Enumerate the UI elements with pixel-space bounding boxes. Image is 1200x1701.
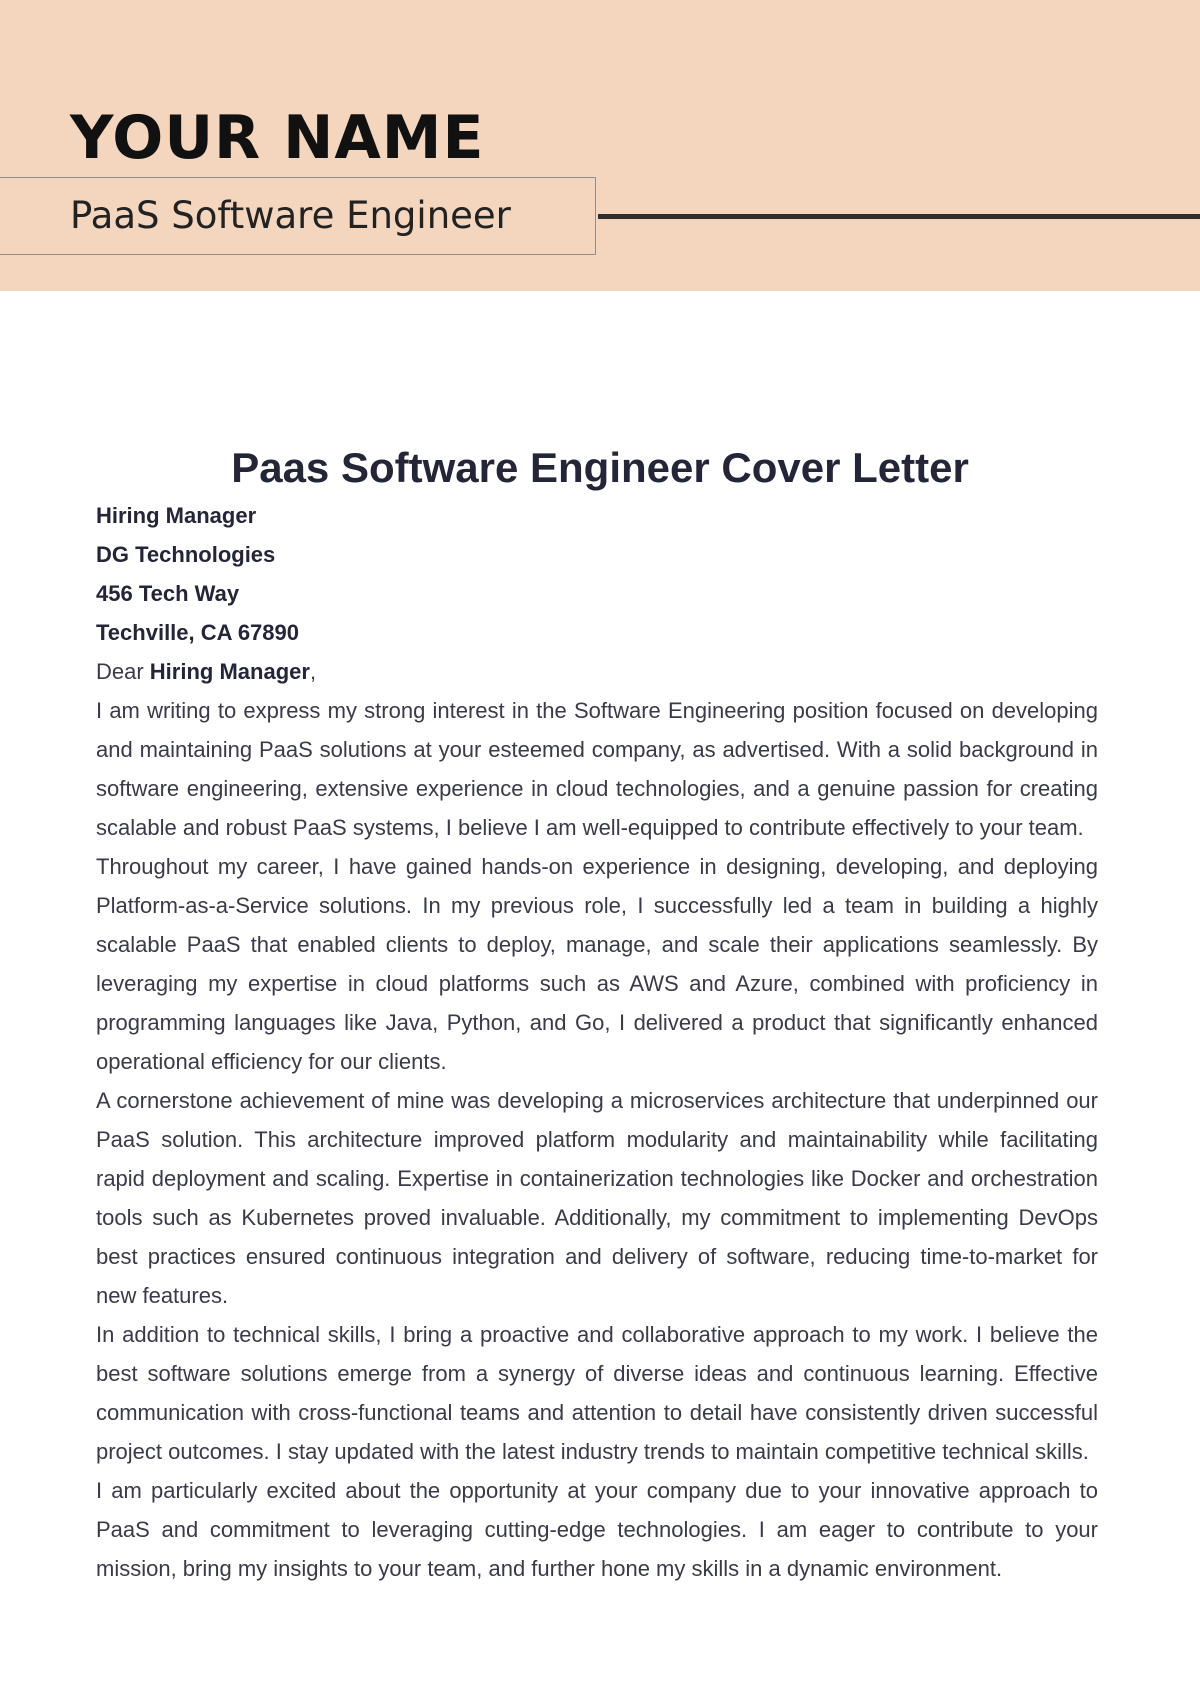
salutation-name: Hiring Manager (149, 659, 310, 684)
body-paragraph: I am writing to express my strong interest in the Software Engineering position focused on developing and maintaining PaaS solutions at your esteemed company, as advertised. With a solid background in software engineering, extensive experience in cloud technologies, and a genuine passion for creating scalable and robust PaaS systems, I believe I am well-equipped to contribute effectively to your team. (96, 698, 1098, 840)
body-paragraph: A cornerstone achievement of mine was developing a microservices architecture that underpinned our PaaS solution. This architecture improved platform modularity and maintainability while facilitating rapid deployment and scaling. Expertise in containerization technologies like Docker and orchestration tools such as Kubernetes proved invaluable. Additionally, my commitment to implementing DevOps best practices ensured continuous integration and delivery of software, reducing time-to-market for new features. (96, 1088, 1098, 1308)
job-title: PaaS Software Engineer (70, 194, 511, 237)
salutation (96, 652, 1098, 691)
salutation-suffix: , (309, 659, 317, 684)
recipient-city: Techville, CA 67890 (96, 620, 299, 645)
body-paragraph: Throughout my career, I have gained hands-on experience in designing, developing, and deploying Platform-as-a-Service solutions. In my previous role, I successfully led a team in building a highly scalable PaaS that enabled clients to deploy, manage, and scale their applications seamlessly. By leveraging my expertise in cloud platforms such as AWS and Azure, combined with proficiency in programming languages like Java, Python, and Go, I delivered a product that significantly enhanced operational efficiency for our clients. (96, 854, 1098, 1074)
applicant-name: YOUR NAME (70, 103, 485, 173)
document-heading: Paas Software Engineer Cover Letter (231, 444, 969, 491)
recipient-street: 456 Tech Way (96, 581, 240, 606)
recipient-line: Hiring Manager (96, 503, 257, 528)
title-divider-line (598, 214, 1200, 219)
letter-body (96, 496, 1098, 1588)
salutation-prefix: Dear (96, 659, 150, 684)
body-paragraph: I am particularly excited about the opportunity at your company due to your innovative approach to PaaS and commitment to leveraging cutting-edge technologies. I am eager to contribute to your mission, bring my insights to your team, and further hone my skills in a dynamic environment. (96, 1478, 1098, 1581)
recipient-company: DG Technologies (96, 542, 276, 567)
body-paragraph: In addition to technical skills, I bring a proactive and collaborative approach to my work. I believe the best software solutions emerge from a synergy of diverse ideas and continuous learning. Effective communication with cross-functional teams and attention to detail have consistently driven successful project outcomes. I stay updated with the latest industry trends to maintain competitive technical skills. (96, 1322, 1098, 1464)
